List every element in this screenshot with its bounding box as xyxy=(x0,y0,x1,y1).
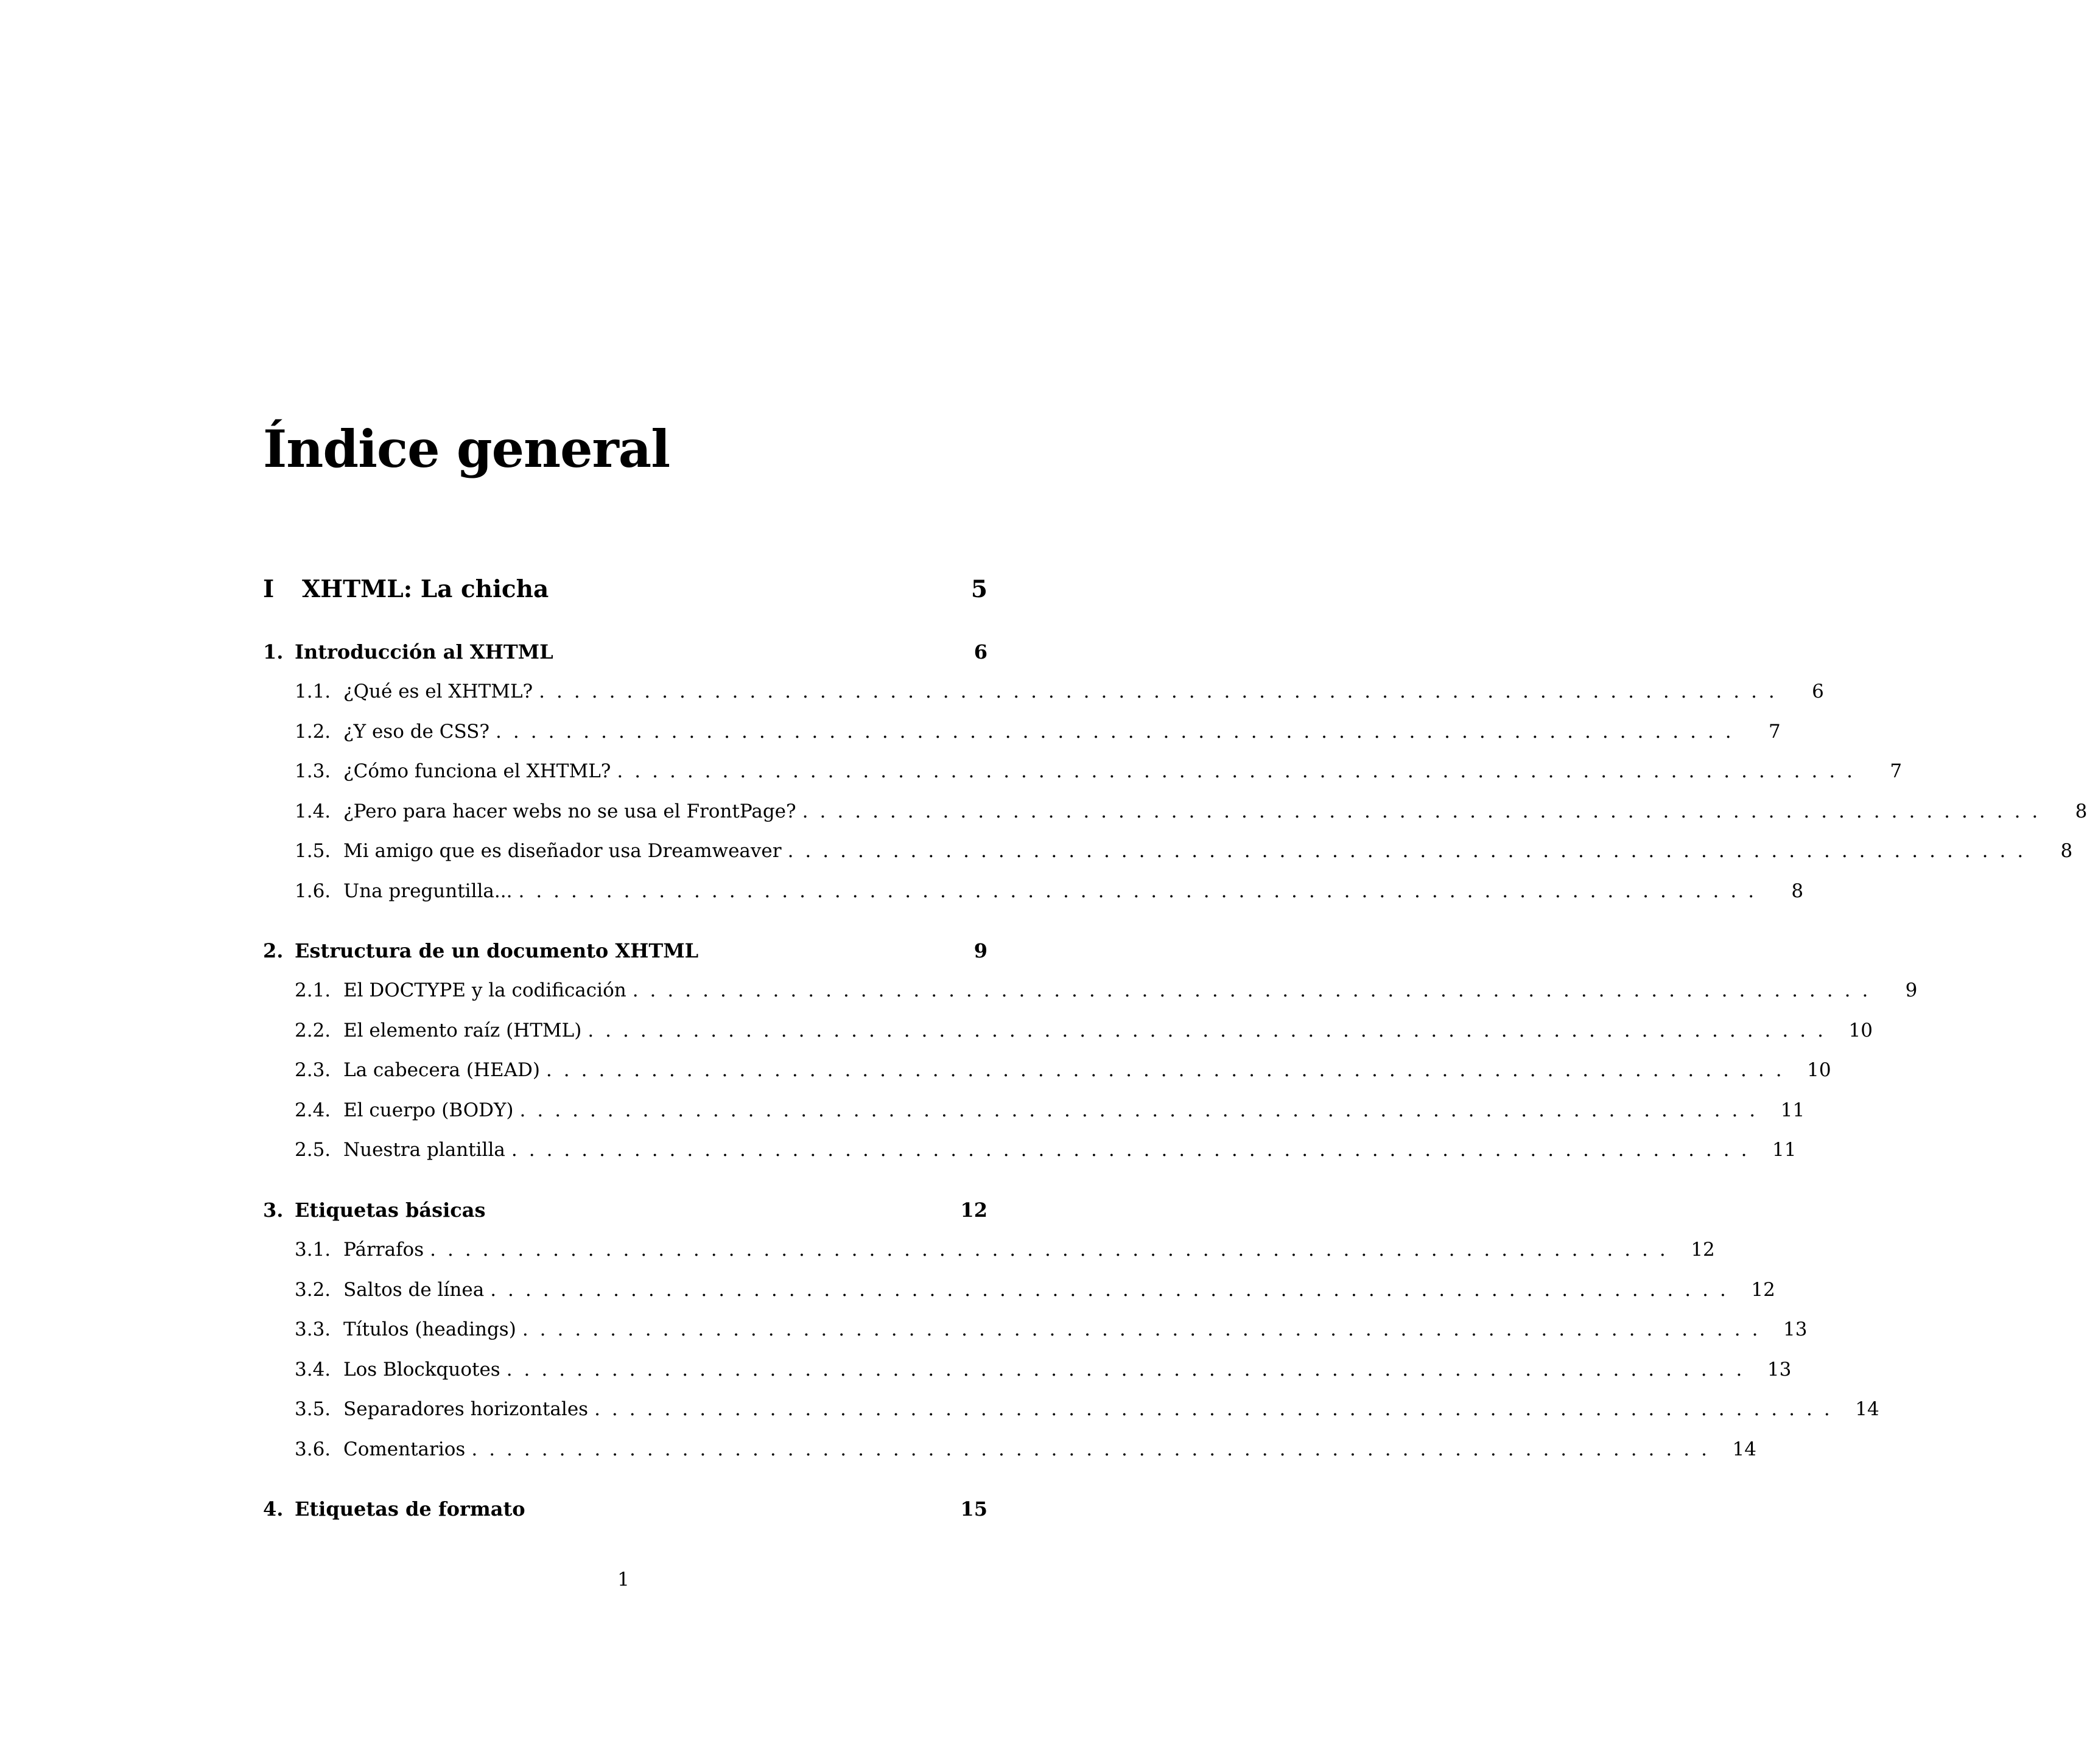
section-page-number: 8 xyxy=(1791,880,1804,902)
dot-leader: ....................................................................... xyxy=(539,681,1786,702)
section-number: 1.3. xyxy=(295,760,331,782)
section-page-number: 8 xyxy=(2060,840,2073,862)
section-page-number: 8 xyxy=(2075,800,2087,822)
section-title: Comentarios xyxy=(343,1438,466,1460)
section-page-number: 10 xyxy=(1807,1059,1831,1081)
dot-leader: ....................................................................... xyxy=(802,800,2050,822)
dot-leader: ....................................................................... xyxy=(496,721,1743,743)
chapter-title: Etiquetas básicas xyxy=(295,1199,486,1222)
toc-chapter-entry[interactable] xyxy=(263,635,987,669)
dot-leader: ....................................................................... xyxy=(511,1139,1759,1161)
section-number: 3.1. xyxy=(295,1239,331,1261)
toc-section-entry[interactable] xyxy=(295,754,1903,788)
section-number: 3.4. xyxy=(295,1359,331,1381)
toc-section-entry[interactable] xyxy=(295,1353,1792,1387)
section-page-number: 11 xyxy=(1772,1139,1797,1161)
section-page-number: 13 xyxy=(1783,1318,1808,1340)
toc-section-entry[interactable] xyxy=(295,1273,1775,1307)
section-page-number: 7 xyxy=(1890,760,1903,782)
chapter-page-number: 12 xyxy=(960,1199,987,1222)
section-number: 2.2. xyxy=(295,1020,331,1041)
section-page-number: 12 xyxy=(1691,1239,1715,1261)
dot-leader: ....................................................................... xyxy=(519,1099,1767,1121)
toc-section-entry[interactable] xyxy=(295,794,2087,828)
toc-section-entry[interactable] xyxy=(295,1432,1756,1466)
section-page-number: 9 xyxy=(1905,979,1918,1001)
section-page-number: 14 xyxy=(1732,1438,1756,1460)
section-page-number: 12 xyxy=(1751,1279,1775,1301)
section-number: 3.3. xyxy=(295,1318,331,1340)
section-number: 2.1. xyxy=(295,979,331,1001)
dot-leader: ....................................................................... xyxy=(430,1239,1677,1261)
section-number: 2.4. xyxy=(295,1099,331,1121)
chapter-page-number: 9 xyxy=(973,939,987,962)
dot-leader: ....................................................................... xyxy=(471,1438,1719,1460)
section-title: ¿Y eso de CSS? xyxy=(343,721,490,743)
dot-leader: ....................................................................... xyxy=(522,1318,1770,1340)
toc-chapter-entry[interactable] xyxy=(263,934,987,968)
dot-leader: ....................................................................... xyxy=(506,1359,1754,1381)
section-title: Separadores horizontales xyxy=(343,1398,589,1420)
toc-section-entry[interactable] xyxy=(295,1233,1715,1267)
toc-section-entry[interactable] xyxy=(295,1392,1879,1426)
chapter-title: Etiquetas de formato xyxy=(295,1497,525,1521)
part-title: XHTML: La chicha xyxy=(302,575,549,603)
section-title: Nuestra plantilla xyxy=(343,1139,505,1161)
part-number: I xyxy=(263,575,275,603)
section-number: 1.4. xyxy=(295,800,331,822)
section-number: 3.6. xyxy=(295,1438,331,1460)
toc-section-entry[interactable] xyxy=(295,1133,1797,1167)
section-title: Saltos de línea xyxy=(343,1279,485,1301)
section-title: El DOCTYPE y la codificación xyxy=(343,979,626,1001)
section-number: 1.1. xyxy=(295,681,331,702)
section-number: 2.3. xyxy=(295,1059,331,1081)
dot-leader: ....................................................................... xyxy=(588,1020,1835,1041)
toc-section-entry[interactable] xyxy=(295,1013,1873,1048)
section-title: ¿Cómo funciona el XHTML? xyxy=(343,760,611,782)
toc-section-entry[interactable] xyxy=(295,834,2073,868)
section-title: El cuerpo (BODY) xyxy=(343,1099,514,1121)
toc-chapter-entry[interactable] xyxy=(263,1492,987,1526)
section-number: 3.5. xyxy=(295,1398,331,1420)
toc-section-entry[interactable] xyxy=(295,715,1781,749)
section-title: Párrafos xyxy=(343,1239,424,1261)
section-title: El elemento raíz (HTML) xyxy=(343,1020,582,1041)
section-title: Una preguntilla... xyxy=(343,880,513,902)
toc-chapter-entry[interactable] xyxy=(263,1193,987,1227)
section-title: Títulos (headings) xyxy=(343,1318,516,1340)
toc-part-entry[interactable] xyxy=(263,572,987,606)
section-title: ¿Qué es el XHTML? xyxy=(343,681,533,702)
section-number: 1.5. xyxy=(295,840,331,862)
section-page-number: 10 xyxy=(1848,1020,1873,1041)
section-page-number: 13 xyxy=(1767,1359,1792,1381)
chapter-page-number: 6 xyxy=(973,640,987,663)
section-page-number: 7 xyxy=(1768,721,1781,743)
chapter-number: 4. xyxy=(263,1497,284,1521)
section-title: Los Blockquotes xyxy=(343,1359,500,1381)
dot-leader: ....................................................................... xyxy=(632,979,1880,1001)
toc-section-entry[interactable] xyxy=(295,973,1918,1007)
chapter-title: Estructura de un documento XHTML xyxy=(295,939,699,962)
chapter-number: 2. xyxy=(263,939,284,962)
section-title: ¿Pero para hacer webs no se usa el FrontPage? xyxy=(343,800,796,822)
page-title: Índice general xyxy=(263,419,670,479)
section-title: La cabecera (HEAD) xyxy=(343,1059,540,1081)
section-number: 3.2. xyxy=(295,1279,331,1301)
toc-section-entry[interactable] xyxy=(295,1312,1808,1346)
toc-section-entry[interactable] xyxy=(295,874,1804,908)
chapter-number: 3. xyxy=(263,1199,284,1222)
dot-leader: ....................................................................... xyxy=(545,1059,1794,1081)
section-page-number: 14 xyxy=(1855,1398,1879,1420)
page-folio: 1 xyxy=(617,1569,630,1591)
toc-section-entry[interactable] xyxy=(295,674,1824,709)
dot-leader: ....................................................................... xyxy=(594,1398,1842,1420)
section-number: 2.5. xyxy=(295,1139,331,1161)
dot-leader: ....................................................................... xyxy=(787,840,2035,862)
dot-leader: ....................................................................... xyxy=(490,1279,1738,1301)
toc-section-entry[interactable] xyxy=(295,1093,1805,1127)
section-page-number: 6 xyxy=(1812,681,1824,702)
section-number: 1.6. xyxy=(295,880,331,902)
toc-section-entry[interactable] xyxy=(295,1053,1831,1087)
part-page-number: 5 xyxy=(970,575,987,603)
dot-leader: ....................................................................... xyxy=(617,760,1865,782)
chapter-number: 1. xyxy=(263,640,284,663)
section-title: Mi amigo que es diseñador usa Dreamweaver xyxy=(343,840,782,862)
chapter-title: Introducción al XHTML xyxy=(295,640,553,663)
chapter-page-number: 15 xyxy=(960,1497,987,1521)
section-number: 1.2. xyxy=(295,721,331,743)
section-page-number: 11 xyxy=(1780,1099,1805,1121)
dot-leader: ....................................................................... xyxy=(518,880,1766,902)
